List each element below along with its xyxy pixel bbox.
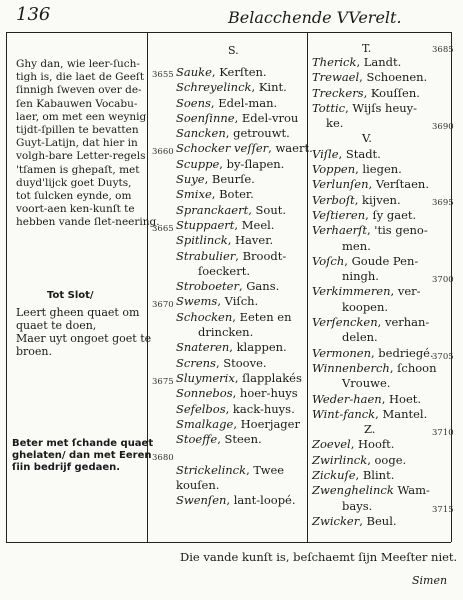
column-divider [307, 32, 308, 542]
side-note: Ghy dan, wie leer-ſuch- tigh is, die laet de Geeſt ſinnigh ſweven over de- ſen Kabauwen Vocabu- laer, om met een weynig tijdt-ſpillen te bevatten Guyt-Latijn, dat hier in volgh-bare Letter-regels 'tſamen is ghepaſt, met duyd'lijck goet Duyts, tot ſulcken eynde, om voort-aen ken-kunſt te hebben vande ſlet-neering. [16, 58, 160, 229]
section-letter-z: Z. [364, 422, 376, 437]
entry: Zwicker, Beul. [312, 513, 397, 528]
entry: ſoeckert. [198, 263, 250, 278]
line-number: 3660 [152, 147, 174, 157]
entry: Strickelinck, Twee [176, 462, 285, 477]
entry: Stuppaert, Meel. [176, 217, 275, 232]
entry: Weder-haen, Hoet. [312, 391, 422, 406]
entry: Stoeffe, Steen. [176, 432, 262, 447]
entry: Vrouwe. [342, 376, 391, 391]
entry: ningh. [342, 269, 379, 284]
entry: ke. [326, 116, 344, 131]
entry: Spranckaert, Sout. [176, 202, 286, 217]
entry: Strabulier, Broodt- [176, 248, 287, 263]
footer-motto: Die vande kunſt is, beſchaemt ſijn Meeſter niet. [180, 550, 458, 564]
right-border [451, 32, 452, 542]
entry: Spitlinck, Haver. [176, 233, 274, 248]
entry: Treckers, Kouſſen. [312, 85, 420, 100]
entry: Verboſt, kijven. [312, 192, 401, 207]
footer-rule [6, 542, 451, 543]
catchword: Simen [412, 574, 448, 587]
entry [176, 447, 306, 462]
entry: kouſen. [176, 478, 220, 493]
entry: Sluymerix, ſlapplakés [176, 370, 302, 385]
entry: Suye, Beurſe. [176, 172, 255, 187]
entry: Tottic, Wijſs heuy- [312, 100, 418, 115]
page-number: 136 [16, 4, 51, 25]
line-number: 3710 [432, 428, 454, 438]
entry: Trewael, Schoenen. [312, 70, 428, 85]
entry: Swenſen, lant-loopé. [176, 493, 296, 508]
entry: Stroboeter, Gans. [176, 279, 280, 294]
line-number: 3715 [432, 505, 454, 515]
header-rule [6, 32, 451, 33]
entry: Therick, Landt. [312, 55, 402, 69]
entry: Winnenberch, ſchoon [312, 360, 437, 375]
entry: Sancken, getrouwt. [176, 126, 290, 141]
entry: Scuppe, by-ſlapen. [176, 156, 285, 171]
entry: Viſle, Stadt. [312, 146, 381, 161]
entry: Smalkage, Hoerjager [176, 416, 300, 431]
line-number: 3675 [152, 377, 174, 387]
entry: koopen. [342, 299, 389, 314]
line-number: 3690 [432, 122, 454, 132]
tot-slot-text: Leert gheen quaet om quaet te doen, Maer uyt ongoet goet te broen. [16, 306, 152, 358]
entry: drincken. [198, 325, 254, 340]
section-letter-v: V. [362, 131, 372, 146]
entry: Schocker veſſer, waert. [176, 141, 313, 156]
entry: Schocken, Eeten en [176, 309, 292, 324]
entry: Swems, Viſch. [176, 294, 259, 309]
entry: Schreyelinck, Kint. [176, 80, 287, 95]
line-number: 3705 [432, 352, 454, 362]
entry: Voſch, Goude Pen- [312, 253, 419, 268]
entry: Zoevel, Hooft. [312, 437, 395, 452]
entry: Zwirlinck, ooge. [312, 452, 407, 467]
entry: Zickuſe, Blint. [312, 468, 395, 483]
entry: Zwenghelinck Wam- [312, 483, 430, 498]
entry: Sonnebos, hoer-huys [176, 386, 298, 401]
line-number: 3685 [432, 45, 454, 55]
line-number: 3665 [152, 224, 174, 234]
tot-slot-heading: Tot Slot/ [47, 290, 94, 301]
right-column-entries [312, 55, 450, 529]
line-number: 3670 [152, 300, 174, 310]
left-column-entries [176, 65, 313, 509]
line-number: 3695 [432, 198, 454, 208]
entry: Snateren, klappen. [176, 340, 287, 355]
entry: delen. [342, 330, 378, 345]
entry: bays. [342, 498, 373, 513]
entry: Screns, Stoove. [176, 355, 267, 370]
entry: men. [342, 238, 371, 253]
left-border [6, 32, 7, 542]
entry: Verſencken, verhan- [312, 315, 430, 330]
section-letter-t: T. [362, 42, 372, 55]
entry: Soens, Edel-man. [176, 95, 278, 110]
entry: Sauke, Kerſten. [176, 65, 267, 79]
entry: Verkimmeren, ver- [312, 284, 421, 299]
blackletter-motto: Beter met ſchande quaet ghelaten/ dan met Eeren ſiin bedrijf gedaen. [12, 438, 154, 473]
entry: Vermonen, bedriegé. [312, 345, 434, 360]
running-title: Belacchende VVerelt. [228, 8, 402, 27]
entry: Soenſinne, Edel-vrou [176, 110, 299, 125]
entry: Verhaerſt, 'tis geno- [312, 223, 428, 238]
line-number: 3680 [152, 453, 174, 463]
entry: Veſtieren, ſy gaet. [312, 207, 417, 222]
line-number: 3655 [152, 70, 174, 80]
entry: Wint-fanck, Mantel. [312, 406, 428, 421]
entry: Smixe, Boter. [176, 187, 254, 202]
entry: Sefelbos, kack-huys. [176, 401, 295, 416]
section-letter-s: S. [228, 44, 239, 57]
line-number: 3700 [432, 275, 454, 285]
entry: Verlunſen, Verſtaen. [312, 177, 429, 192]
entry: Voppen, liegen. [312, 162, 402, 177]
